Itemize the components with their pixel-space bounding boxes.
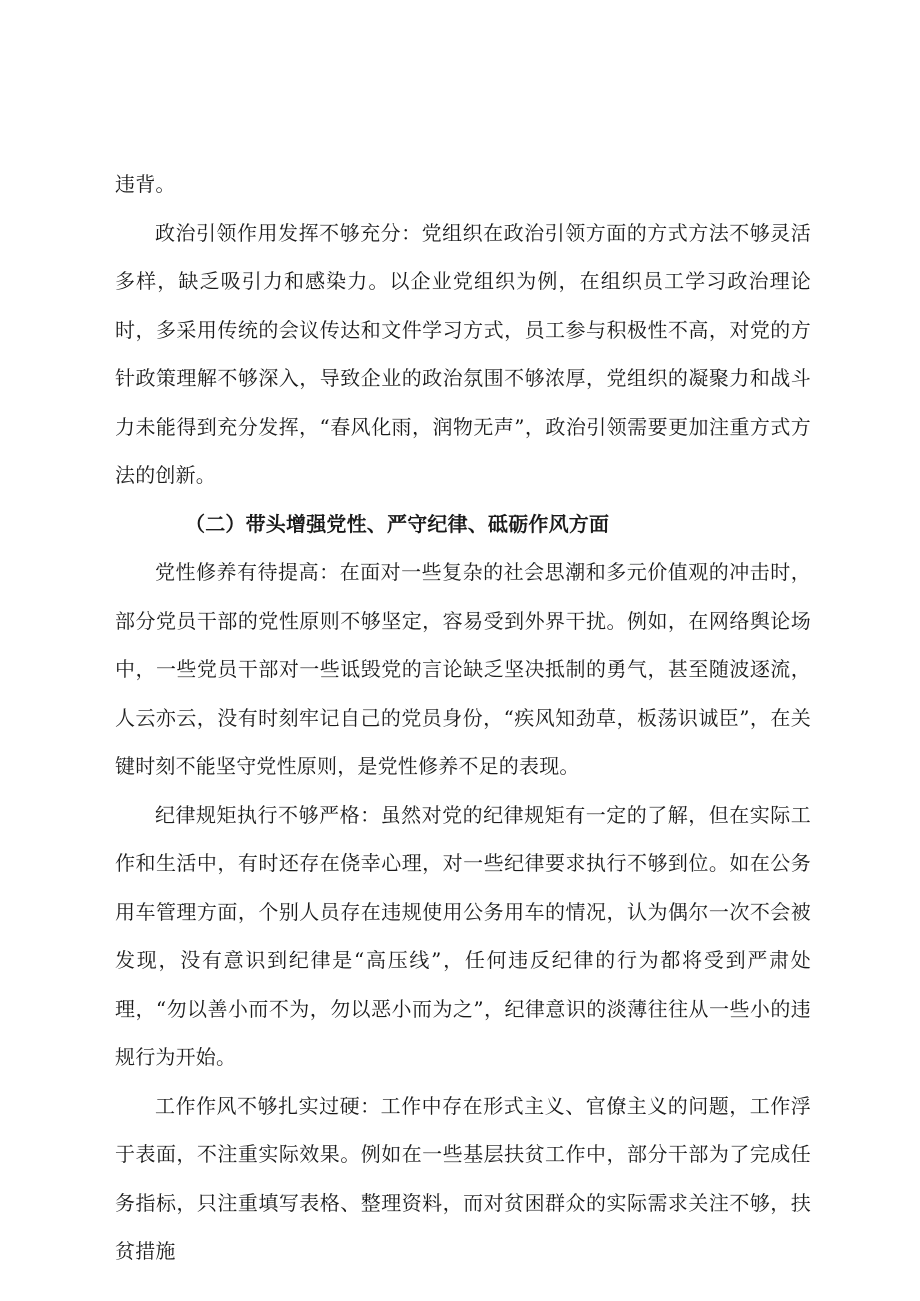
paragraph-political-guidance: 政治引领作用发挥不够充分：党组织在政治引领方面的方式方法不够灵活多样，缺乏吸引力和感染力。以企业党组织为例，在组织员工学习政治理论时，多采用传统的会议传达和文件学习方式，员工参与积极性不高，对党的方针政策理解不够深入，导致企业的政治氛围不够浓厚，党组织的凝聚力和战斗力未能得到充分发挥，“春风化雨，润物无声”，政治引领需要更加注重方式方法的创新。 [115, 220, 811, 487]
paragraph-party-spirit: 党性修养有待提高：在面对一些复杂的社会思潮和多元价值观的冲击时，部分党员干部的党性原则不够坚定，容易受到外界干扰。例如，在网络舆论场中，一些党员干部对一些诋毁党的言论缺乏坚决抵制的勇气，甚至随波逐流，人云亦云，没有时刻牢记自己的党员身份，“疾风知劲草，板荡识诚臣”，在关键时刻不能坚守党性原则，是党性修养不足的表现。 [115, 560, 811, 778]
paragraph-discipline: 纪律规矩执行不够严格：虽然对党的纪律规矩有一定的了解，但在实际工作和生活中，有时还存在侥幸心理，对一些纪律要求执行不够到位。如在公务用车管理方面，个别人员存在违规使用公务用车的情况，认为偶尔一次不会被发现，没有意识到纪律是“高压线”，任何违反纪律的行为都将受到严肃处理，“勿以善小而不为，勿以恶小而为之”，纪律意识的淡薄往往从一些小的违规行为开始。 [115, 802, 811, 1069]
paragraph-continuation: 违背。 [115, 172, 176, 196]
section-heading: （二）带头增强党性、严守纪律、砥砺作风方面 [185, 511, 610, 536]
paragraph-work-style: 工作作风不够扎实过硬：工作中存在形式主义、官僚主义的问题，工作浮于表面，不注重实际效果。例如在一些基层扶贫工作中，部分干部为了完成任务指标，只注重填写表格、整理资料，而对贫困群众的实际需求关注不够，扶贫措施 [115, 1093, 811, 1263]
document-body [115, 160, 811, 1276]
